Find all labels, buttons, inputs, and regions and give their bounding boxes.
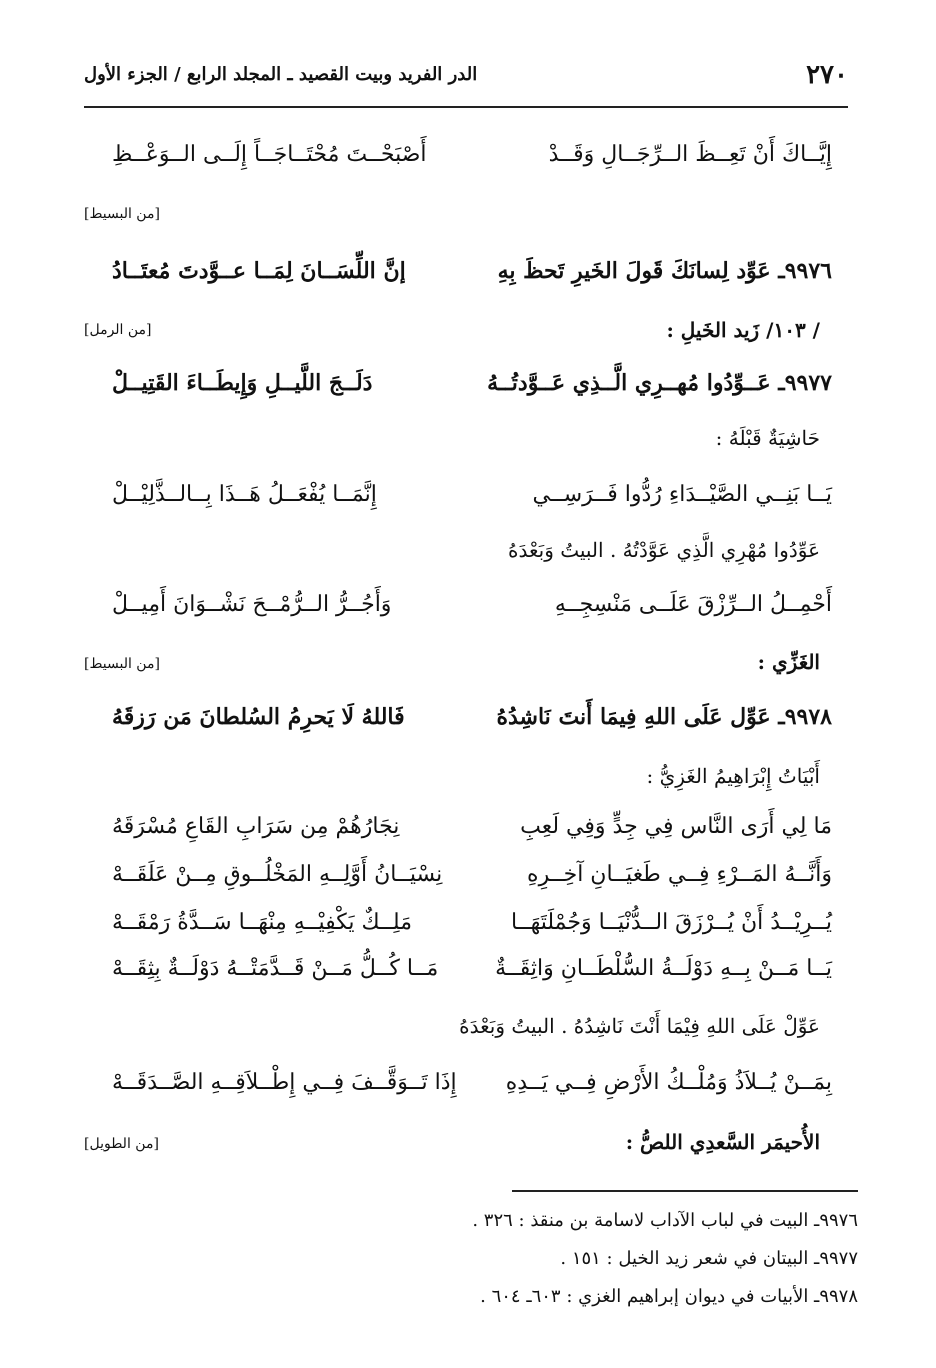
verse-left-hemistich: إِنَّمَــا يُفْعَــلُ هَــذَا بِــالــذَّلِيْــلْ [112, 482, 377, 507]
verse-right-hemistich: إِيَّــاكَ أَنْ تَعِــظَ الــرِّجَــالِ وَقَــدْ [548, 142, 832, 167]
verse-right-hemistich: أَحْمِــلُ الــرِّزْقَ عَلَــى مَنْسِجِــهِ [554, 592, 832, 617]
verse-right-hemistich: بِمَــنْ يُــلاَذُ وَمُلْــكُ الأَرْضِ فِــي يَــدِهِ [505, 1070, 832, 1095]
footnote: ٩٩٧٧ـ البيتان في شعر زيد الخيل : ١٥١ . [560, 1248, 858, 1269]
poet-heading: الغَزِّي : [757, 650, 820, 674]
commentary-line: عَوِّلْ عَلَى اللهِ فِيْمَا أَنْتَ نَاشِدُهُ . البيتُ وَبَعْدَهُ [459, 1014, 820, 1038]
commentary-line: أَبْيَاتُ إِبْرَاهِيمُ الغَزِيُّ : [646, 764, 820, 788]
commentary-line: عَوِّدُوا مُهْرِي الَّذِي عَوَّدْتُهُ . البيتُ وَبَعْدَهُ [508, 538, 820, 562]
header-rule [84, 106, 848, 108]
page-number: ٢٧٠ [806, 60, 848, 90]
meter-label: [من البسيط] [84, 206, 160, 222]
footnote: ٩٩٧٨ـ الأبيات في ديوان إبراهيم الغزي : ٦٠٣ـ ٦٠٤ . [480, 1286, 858, 1307]
verse-left-hemistich: فَاللهُ لَا يَحرِمُ السُلطانَ مَن رَزقَهُ [112, 704, 405, 730]
verse-right-hemistich: يَــا مَــنْ بِــهِ دَوْلَــةُ السُّلْطَــانِ وَاثِقَــةٌ [495, 956, 832, 981]
verse-left-hemistich: مَلِــكٌ يَكْفِيْــهِ مِنْهَــا سَــدَّةُ رَمْقَــهْ [112, 910, 412, 935]
verse-right-hemistich: ٩٩٧٨ـ عَوِّل عَلَى اللهِ فِيمَا أَنتَ نَاشِدُهُ [496, 704, 832, 730]
verse-right-hemistich: وَأَنَّــهُ المَــرْءِ فِــي طَغيَــانِ آخِــرِهِ [527, 862, 832, 887]
verse-left-hemistich: وَأَجُــرُّ الــرُّمْــحَ نَشْــوَانَ أَمِيــلْ [112, 592, 392, 617]
verse-left-hemistich: مَــا كُــلُّ مَــنْ قَــدَّمَتْــهُ دَوْلَــةٌ بِثِقَــهْ [112, 956, 439, 981]
verse-right-hemistich: ٩٩٧٧ـ عَــوِّدُوا مُهــرِي الَّــذِي عَــوَّدتُــهُ [487, 370, 832, 396]
verse-left-hemistich: أَصْبَحْــتَ مُحْتَــاجَــاً إِلَــى الــوَعْــظِ [112, 142, 427, 167]
poet-heading: الأُحيمَر السَّعدِي اللصُّ : [625, 1130, 820, 1154]
footnote-rule [512, 1190, 858, 1192]
running-title: الدر الفريد وبيت القصيد ـ المجلد الرابع / الجزء الأول [84, 64, 478, 85]
verse-left-hemistich: نِجَارُهُمْ مِن سَرَابِ القَاعِ مُسْرَقَهُ [112, 814, 400, 839]
verse-right-hemistich: مَا لِي أَرَى النَّاس فِي جِدٍّ وَفِي لَعِبِ [520, 814, 832, 839]
meter-label: [من الرمل] [84, 322, 152, 338]
verse-right-hemistich: ٩٩٧٦ـ عَوِّد لِسانَكَ قَولَ الخَيرِ تَحظَ بِهِ [497, 258, 832, 284]
verse-right-hemistich: يُــرِيْــدُ أَنْ يُــرْزَقَ الــدُّنْيَــا وَجُمْلَتَهَــا [510, 910, 832, 935]
meter-label: [من الطويل] [84, 1136, 159, 1152]
meter-label: [من البسيط] [84, 656, 160, 672]
verse-left-hemistich: نِسْيَــانُ أَوَّلِــهِ المَخْلُــوقِ مِــنْ عَلَقَــهْ [112, 862, 443, 887]
verse-left-hemistich: إنَّ اللِّسَــانَ لِمَــا عــوَّدتَ مُعتَــادُ [112, 258, 406, 284]
footnote: ٩٩٧٦ـ البيت في لباب الآداب لاسامة بن منقذ : ٣٢٦ . [472, 1210, 858, 1231]
verse-left-hemistich: إِذَا تَــوَقَّــفَ فِــي إِطْــلاَقِــهِ الصَّــدَقَــهْ [112, 1070, 457, 1095]
verse-right-hemistich: يَــا بَنِــي الصَّيْــدَاءِ رُدُّوا فَــرَسِــي [532, 482, 832, 507]
verse-left-hemistich: دَلَــجَ اللَّيــلِ وَإِيطَــاءَ القَتِيــلْ [112, 370, 373, 396]
poet-heading: / ١٠٣/ زَيد الخَيلِ : [666, 318, 820, 342]
commentary-line: حَاشِيَةٌ قَبْلَهُ : [715, 426, 820, 450]
